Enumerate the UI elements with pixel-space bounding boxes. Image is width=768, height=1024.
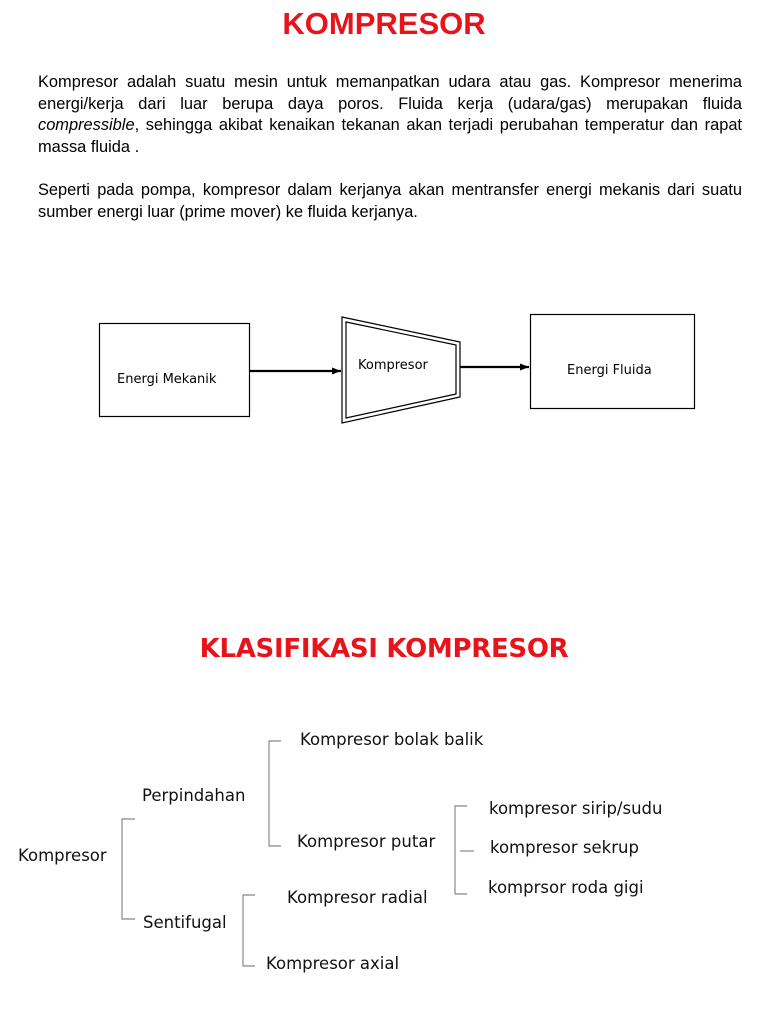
transfer-paragraph: Seperti pada pompa, kompresor dalam kerjanya akan mentransfer energi mekanis dari suatu sumber energi luar (prime mover) ke fluida kerjanya. — [38, 181, 742, 221]
tree-sirip-sudu: kompresor sirip/sudu — [489, 799, 663, 818]
intro-italic-term: compressible — [38, 116, 135, 134]
putar-bracket — [455, 806, 467, 894]
page-title: KOMPRESOR — [282, 6, 486, 41]
classification-title: KLASIFIKASI KOMPRESOR — [199, 634, 569, 664]
energi-mekanik-label: Energi Mekanik — [117, 372, 217, 387]
energy-flow-diagram — [0, 300, 768, 440]
tree-root-kompresor: Kompresor — [18, 846, 107, 865]
perpindahan-bracket — [269, 741, 281, 846]
tree-sentifugal: Sentifugal — [143, 913, 227, 932]
tree-radial: Kompresor radial — [287, 888, 428, 907]
sentifugal-bracket — [243, 895, 255, 966]
intro-text-end: , sehingga akibat kenaikan tekanan akan terjadi perubahan temperatur dan rapat massa fluida . — [38, 116, 742, 156]
tree-putar: Kompresor putar — [297, 832, 436, 851]
energi-fluida-box — [531, 315, 695, 409]
intro-text-start: Kompresor adalah suatu mesin untuk memanpatkan udara atau gas. Kompresor menerima energi/kerja dari luar berupa daya poros. Fluida kerja (udara/gas) merupakan fluida — [38, 73, 742, 113]
classification-tree — [0, 700, 768, 1000]
tree-perpindahan: Perpindahan — [142, 786, 246, 805]
intro-paragraph — [38, 72, 742, 158]
root-bracket — [122, 819, 135, 919]
kompresor-label: Kompresor — [358, 358, 428, 373]
tree-sekrup: kompresor sekrup — [490, 838, 639, 857]
tree-bolak-balik: Kompresor bolak balik — [300, 730, 484, 749]
energi-fluida-label: Energi Fluida — [567, 363, 652, 378]
tree-axial: Kompresor axial — [266, 954, 400, 973]
tree-roda-gigi: komprsor roda gigi — [488, 878, 644, 897]
energi-mekanik-box — [100, 324, 250, 417]
